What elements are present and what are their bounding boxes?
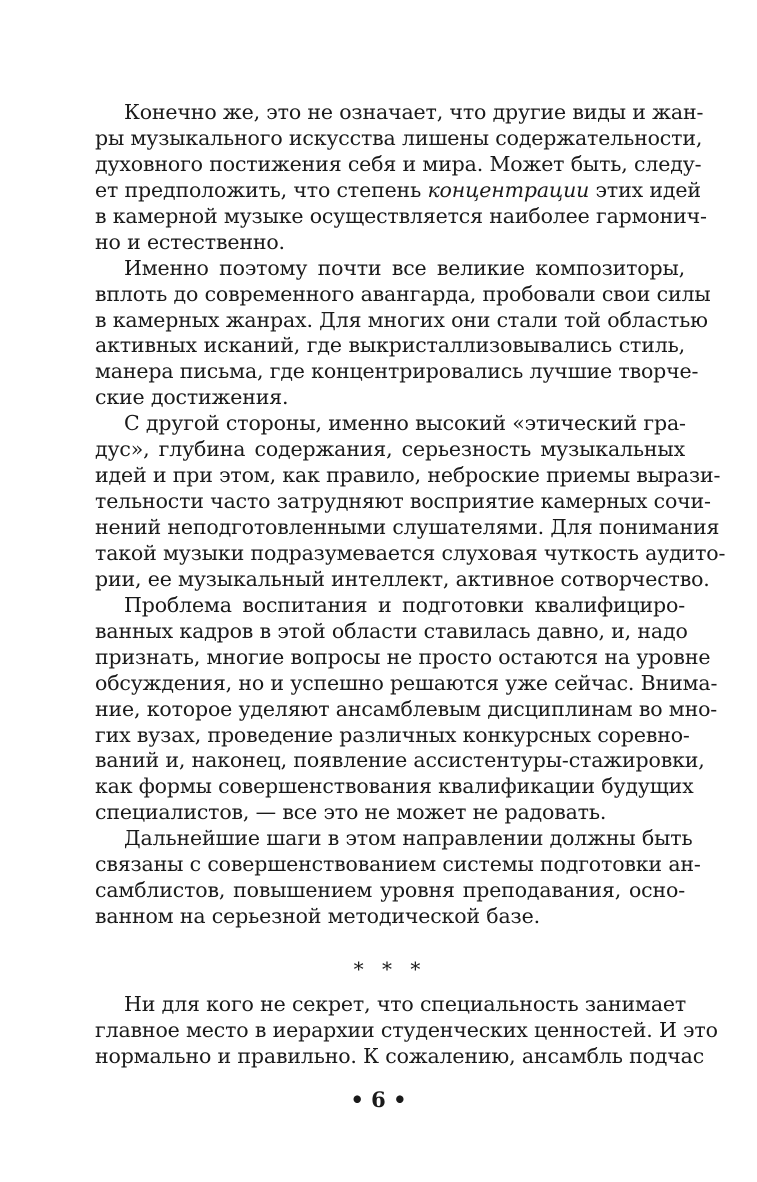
text-line: Дальнейшие шаги в этом направлении должны быть [124,826,693,851]
text-line: нормально и правильно. К сожалению, ансамбль подчас [95,1043,705,1068]
text-line: признать, многие вопросы не просто остаются на уровне [95,644,711,669]
text-line [95,177,701,204]
text-line: вплоть до современного авангарда, пробовали свои силы [95,281,711,306]
text-line: активных исканий, где выкристаллизовывались стиль, [95,333,685,358]
text-block-continued [95,992,718,1070]
text-line: Проблема воспитания и подготовки квалифициро- [124,592,685,617]
text-line: ваний и, наконец, появление ассистентуры-стажировки, [95,748,705,773]
text-line: Конечно же, это не означает, что другие виды и жан- [124,100,704,124]
text-line: в камерных жанрах. Для многих они стали той областью [95,307,708,332]
page-text [95,100,726,1070]
text-line: гих вузах, проведение различных конкурсных соревно- [95,722,690,747]
text-line: ние, которое уделяют ансамблевым дисциплинам во мно- [95,696,718,721]
text-line: главное место в иерархии студенческих ценностей. И это [95,1017,718,1042]
text-line: ские достижения. [95,385,289,410]
text-line: Именно поэтому почти все великие композиторы, [124,255,685,280]
text-line: духовного постижения себя и мира. Может быть, следу- [95,151,702,176]
text-line: Ни для кого не секрет, что специальность занимает [124,992,687,1016]
text-block-main [95,100,726,930]
text-line: рии, ее музыкальный интеллект, активное сотворчество. [95,566,710,591]
page-number: • 6 • [350,1087,407,1112]
italic-term: концентрации [427,177,590,202]
text-line: в камерной музыке осуществляется наиболее гармонич- [95,203,707,228]
text-line: самблистов, повышением уровня преподавания, осно- [95,878,685,903]
text-line: такой музыки подразумевается слуховая чуткость аудито- [95,540,726,565]
text-line: специалистов, — все это не может не радовать. [95,800,607,825]
text-line: нений неподготовленными слушателями. Для понимания [95,515,720,539]
text-line: манера письма, где концентрировались лучшие творче- [95,359,699,384]
text-segment: этих идей [589,177,701,202]
paragraph [95,100,707,256]
paragraph [95,255,711,412]
text-segment: ет предположить, что степень [95,177,428,202]
text-line: ры музыкального искусства лишены содержательности, [95,125,703,150]
spacer [95,982,685,992]
text-line: связаны с совершенствованием системы подготовки ан- [95,852,701,877]
text-line: ванных кадров в этой области ставилась давно, и, надо [95,618,688,643]
text-line: дус», глубина содержания, серьезность музыкальных [95,437,685,462]
paragraph [95,826,701,930]
text-line: С другой стороны, именно высокий «этический гра- [124,411,686,436]
text-line: но и естественно. [95,229,285,254]
text-line: тельности часто затрудняют восприятие камерных сочи- [95,489,711,514]
section-separator: * * * [353,957,427,981]
spacer [95,930,685,956]
paragraph [95,992,718,1070]
text-line: идей и при этом, как правило, неброские приемы вырази- [95,463,721,488]
paragraph [95,411,726,593]
text-line: как формы совершенствования квалификации будущих [95,774,694,799]
text-line: обсуждения, но и успешно решаются уже сейчас. Внима- [95,670,718,695]
text-line: ванном на серьезной методической базе. [95,904,540,929]
paragraph [95,592,718,826]
